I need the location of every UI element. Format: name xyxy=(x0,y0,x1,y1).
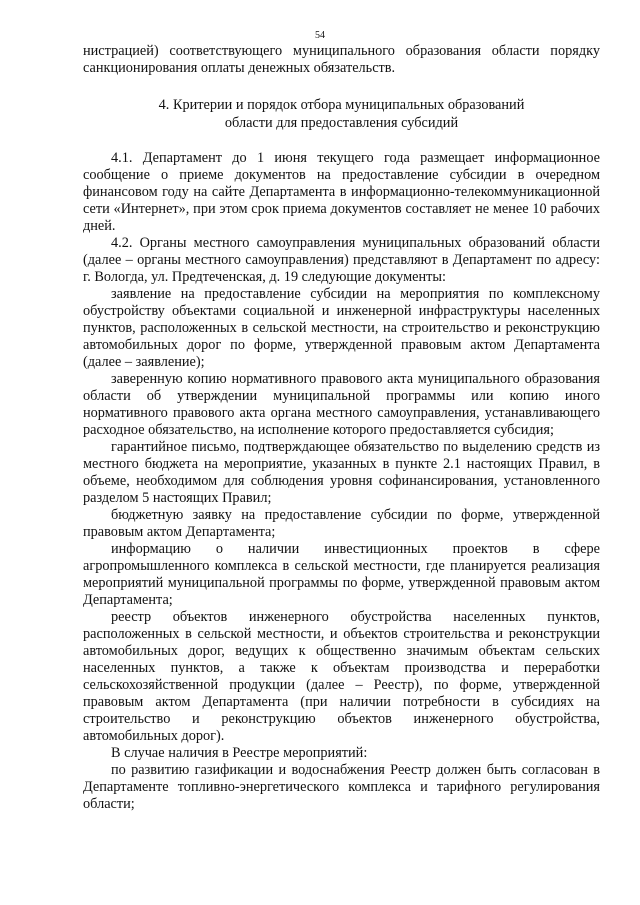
section-heading xyxy=(83,96,600,132)
page-number: 54 xyxy=(315,30,325,41)
list-item-application: заявление на предоставление субсидии на мероприятия по комплексному обустройству объектами социальной и инженерной инфраструктуры населенных пунктов, расположенных в сельской местности, на строительство и реконструкцию автомобильных дорог по форме, утвержденной правовым актом Департамента (далее – заявление); xyxy=(83,286,600,370)
gasification-item: по развитию газификации и водоснабжения Реестр должен быть согласован в Департаменте топливно-энергетического комплекса и тарифного регулирования области; xyxy=(83,762,600,812)
section-heading-line-2: области для предоставления субсидий xyxy=(224,115,459,131)
list-item-budget-request: бюджетную заявку на предоставление субсидии по форме, утвержденной правовым актом Департамента; xyxy=(83,507,600,540)
paragraph-4-1: 4.1. Департамент до 1 июня текущего года размещает информационное сообщение о приеме документов на предоставление субсидии в очередном финансовом году на сайте Департамента в информационно-телекоммуникационной сети «Интернет», при этом срок приема документов составляет не менее 10 рабочих дней. xyxy=(83,150,600,234)
registry-condition: В случае наличия в Реестре мероприятий: xyxy=(111,745,368,761)
list-item-guarantee-letter: гарантийное письмо, подтверждающее обязательство по выделению средств из местного бюджета на мероприятие, указанных в пункте 2.1 настоящих Правил, в объеме, необходимом для соблюдения уровня софинансирования, установленного разделом 5 настоящих Правил; xyxy=(83,439,600,506)
intro-paragraph: нистрацией) соответствующего муниципального образования области порядку санкционирования оплаты денежных обязательств. xyxy=(83,43,600,76)
list-item-legal-act-copy: заверенную копию нормативного правового акта муниципального образования области об утверждении муниципальной программы или копию иного нормативного правового акта органа местного самоуправления, устанавливающего расходное обязательство, на исполнение которого предоставляется субсидия; xyxy=(83,371,600,438)
intro-block xyxy=(83,43,600,77)
section-heading-line-1: 4. Критерии и порядок отбора муниципальных образований xyxy=(158,97,525,113)
body-text xyxy=(83,150,600,813)
paragraph-4-2: 4.2. Органы местного самоуправления муниципальных образований области (далее – органы местного самоуправления) представляют в Департамент по адресу: г. Вологда, ул. Предтеченская, д. 19 следующие документы: xyxy=(83,235,600,285)
list-item-registry: реестр объектов инженерного обустройства населенных пунктов, расположенных в сельской местности, и объектов строительства и реконструкции автомобильных дорог, ведущих к общественно значимым объектам сельских населенных пунктов, а также к объектам производства и переработки сельскохозяйственной продукции (далее – Реестр), по форме, утвержденной правовым актом Департамента (при наличии потребности в субсидиях на строительство и реконструкцию объектов инженерного обустройства, автомобильных дорог). xyxy=(83,609,600,744)
list-item-investment-info: информацию о наличии инвестиционных проектов в сфере агропромышленного комплекса в сельской местности, где планируется реализация мероприятий муниципальной программы по форме, утвержденной правовым актом Департамента; xyxy=(83,541,600,608)
